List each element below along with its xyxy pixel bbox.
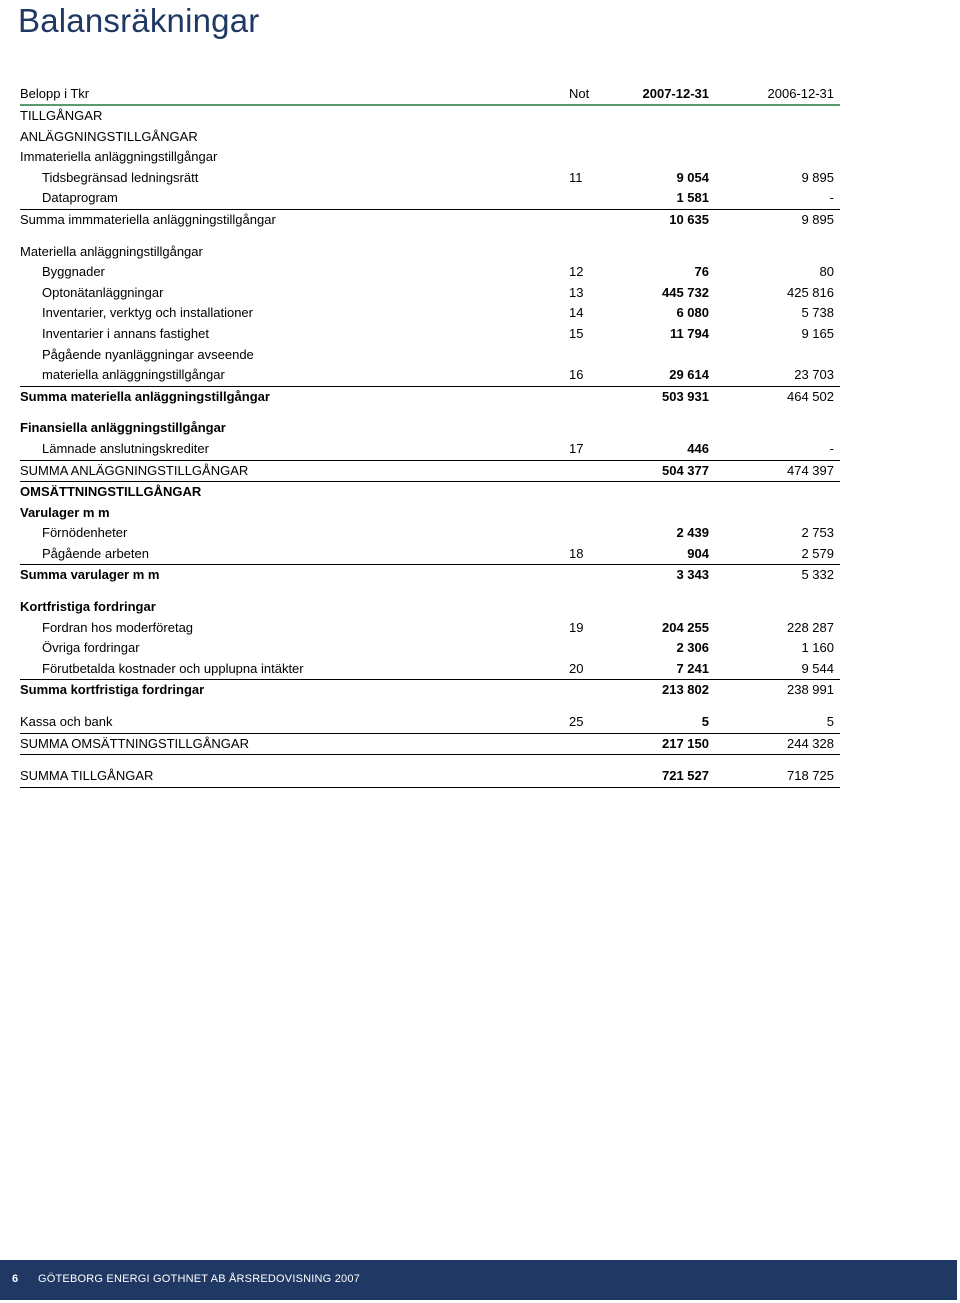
row-label: Finansiella anläggningstillgångar (20, 420, 226, 436)
row-label: Varulager m m (20, 504, 110, 520)
row-label: Fordran hos moderföretag (42, 619, 194, 635)
row-value-2007: 721 527 (662, 768, 709, 784)
row-value-2006: 80 (819, 264, 834, 280)
row-label: Inventarier, verktyg och installationer (42, 305, 253, 321)
column-header-2006: 2006-12-31 (767, 86, 834, 101)
table-row (20, 638, 840, 659)
row-value-2007: 213 802 (662, 682, 709, 698)
row-label: Optonätanläggningar (42, 284, 164, 300)
footer-company-report: GÖTEBORG ENERGI GOTHNET AB ÅRSREDOVISNING 2007 (38, 1273, 360, 1285)
subtotal-row (20, 565, 840, 586)
row-label: Byggnader (42, 264, 105, 280)
row-label: Summa kortfristiga fordringar (20, 682, 205, 698)
section-heading (20, 503, 840, 524)
row-value-2007: 217 150 (662, 735, 709, 751)
table-row (20, 345, 840, 366)
row-label: Tidsbegränsad ledningsrätt (42, 169, 199, 185)
row-label: ANLÄGGNINGSTILLGÅNGAR (20, 128, 198, 144)
row-label: Förnödenheter (42, 525, 128, 541)
row-note: 20 (569, 660, 584, 676)
row-value-2007: 504 377 (662, 462, 709, 478)
table-row (20, 106, 840, 127)
row-label: materiella anläggningstillgångar (42, 367, 225, 383)
row-note: 18 (569, 545, 584, 561)
section-heading (20, 418, 840, 439)
row-value-2006: 2 579 (801, 545, 834, 561)
row-value-2006: 425 816 (787, 284, 834, 300)
row-value-2007: 9 054 (676, 169, 709, 185)
row-value-2007: 446 (687, 440, 709, 456)
row-value-2007: 1 581 (676, 190, 709, 206)
row-label: Pågående arbeten (42, 545, 149, 561)
row-note: 13 (569, 284, 584, 300)
table-row (20, 439, 840, 461)
row-value-2006: 5 738 (801, 305, 834, 321)
row-value-2006: 9 895 (801, 169, 834, 185)
row-value-2007: 29 614 (669, 367, 709, 383)
row-value-2007: 204 255 (662, 619, 709, 635)
table-row (20, 283, 840, 304)
table-row (20, 127, 840, 148)
row-value-2007: 10 635 (669, 211, 709, 227)
row-value-2007: 5 (701, 714, 709, 730)
table-row (20, 188, 840, 210)
row-value-2006: 474 397 (787, 462, 834, 478)
row-label: Kassa och bank (20, 714, 113, 730)
row-value-2007: 11 794 (669, 325, 709, 341)
page-number: 6 (12, 1273, 19, 1285)
row-value-2007: 7 241 (676, 660, 709, 676)
table-row (20, 712, 840, 734)
row-value-2006: - (829, 190, 834, 206)
table-row (20, 618, 840, 639)
row-label: Övriga fordringar (42, 640, 140, 656)
row-label: OMSÄTTNINGSTILLGÅNGAR (20, 484, 202, 500)
column-header-2007: 2007-12-31 (642, 86, 709, 101)
row-label: Pågående nyanläggningar avseende (42, 346, 254, 362)
row-label: Lämnade anslutningskrediter (42, 440, 209, 456)
total-row (20, 461, 840, 483)
row-label: SUMMA OMSÄTTNINGSTILLGÅNGAR (20, 735, 249, 751)
row-value-2006: 9 544 (801, 660, 834, 676)
row-label: Dataprogram (42, 190, 118, 206)
row-value-2007: 503 931 (662, 388, 709, 404)
row-value-2006: 5 (826, 714, 834, 730)
row-value-2007: 3 343 (676, 567, 709, 583)
row-note: 19 (569, 619, 584, 635)
row-value-2006: 228 287 (787, 619, 834, 635)
row-label: Immateriella anläggningstillgångar (20, 149, 218, 165)
subtotal-row (20, 680, 840, 701)
row-value-2006: 1 160 (801, 640, 834, 656)
row-label: SUMMA ANLÄGGNINGSTILLGÅNGAR (20, 462, 249, 478)
row-value-2007: 6 080 (676, 305, 709, 321)
table-row (20, 523, 840, 544)
row-label: Kortfristiga fordringar (20, 599, 156, 615)
row-value-2006: 244 328 (787, 735, 834, 751)
row-value-2006: 9 895 (801, 211, 834, 227)
row-value-2006: 238 991 (787, 682, 834, 698)
section-heading (20, 597, 840, 618)
total-row (20, 734, 840, 756)
table-row (20, 544, 840, 566)
row-value-2007: 2 439 (676, 525, 709, 541)
row-value-2006: 9 165 (801, 325, 834, 341)
row-value-2006: 2 753 (801, 525, 834, 541)
row-value-2007: 76 (694, 264, 709, 280)
row-value-2007: 445 732 (662, 284, 709, 300)
column-header-note: Not (569, 86, 590, 101)
row-note: 17 (569, 440, 584, 456)
row-label: Materiella anläggningstillgångar (20, 243, 203, 259)
row-note: 25 (569, 714, 584, 730)
page-title: Balansräkningar (18, 2, 260, 39)
row-value-2007: 2 306 (676, 640, 709, 656)
row-value-2006: 718 725 (787, 768, 834, 784)
balance-sheet-table (20, 84, 840, 788)
row-label: Summa immmateriella anläggningstillgångar (20, 211, 276, 227)
grand-total-row (20, 766, 840, 788)
table-row (20, 262, 840, 283)
row-note: 15 (569, 325, 584, 341)
table-row (20, 303, 840, 324)
table-row (20, 168, 840, 189)
row-label: Summa varulager m m (20, 567, 160, 583)
column-header-label: Belopp i Tkr (20, 86, 90, 101)
row-label: SUMMA TILLGÅNGAR (20, 768, 154, 784)
row-label: Summa materiella anläggningstillgångar (20, 388, 270, 404)
section-heading (20, 242, 840, 263)
row-label: Förutbetalda kostnader och upplupna intäkter (42, 660, 304, 676)
page-footer (0, 1260, 957, 1300)
subtotal-row (20, 387, 840, 408)
row-note: 12 (569, 264, 584, 280)
row-value-2007: 904 (687, 545, 709, 561)
subtotal-row (20, 210, 840, 231)
table-row (20, 365, 840, 387)
row-value-2006: 23 703 (794, 367, 834, 383)
row-note: 16 (569, 367, 584, 383)
section-heading (20, 482, 840, 503)
table-row (20, 324, 840, 345)
table-header (20, 84, 840, 106)
row-note: 14 (569, 305, 584, 321)
row-note: 11 (569, 169, 583, 185)
table-row (20, 147, 840, 168)
row-label: Inventarier i annans fastighet (42, 325, 209, 341)
table-row (20, 659, 840, 681)
row-value-2006: 464 502 (787, 388, 834, 404)
row-label: TILLGÅNGAR (20, 108, 103, 123)
row-value-2006: 5 332 (801, 567, 834, 583)
row-value-2006: - (829, 440, 834, 456)
